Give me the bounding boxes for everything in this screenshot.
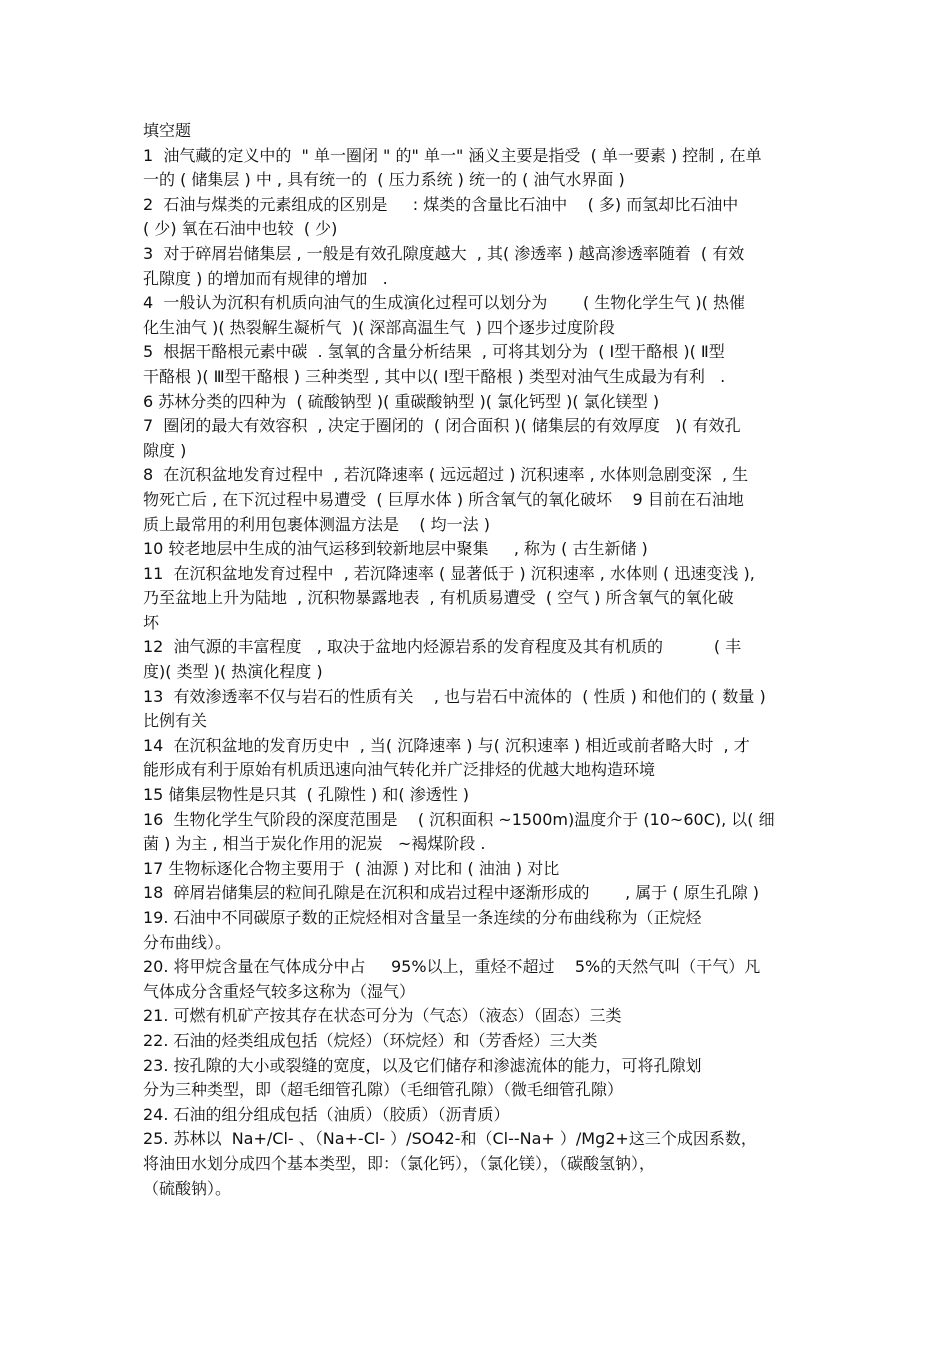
- text-line: 3 对于碎屑岩储集层 , 一般是有效孔隙度越大 , 其( 渗透率 ) 越高渗透率随着 ( 有效: [143, 243, 745, 263]
- text-line: 一的 ( 储集层 ) 中 , 具有统一的 ( 压力系统 ) 统一的 ( 油气水界面 ): [143, 170, 625, 190]
- text-line: 化生油气 )( 热裂解生凝析气 )( 深部高温生气 ) 四个逐步过度阶段: [143, 317, 615, 337]
- text-line: 坏: [143, 612, 160, 632]
- document-body: [143, 119, 823, 1201]
- text-line: 24. 石油的组分组成包括（油质）（胶质）（沥青质）: [143, 1104, 510, 1124]
- text-line: 物死亡后 , 在下沉过程中易遭受 ( 巨厚水体 ) 所含氧气的氧化破坏 9 目前在石油地: [143, 489, 744, 509]
- text-line: 8 在沉积盆地发育过程中 , 若沉降速率 ( 远远超过 ) 沉积速率 , 水体则急剧变深 , 生: [143, 465, 749, 485]
- text-line: 隙度 ): [143, 440, 187, 460]
- text-line: 19. 石油中不同碳原子数的正烷烃相对含量呈一条连续的分布曲线称为（正烷烃: [143, 908, 702, 927]
- text-line: 7 圈闭的最大有效容积 , 决定于圈闭的 ( 闭合面积 )( 储集层的有效厚度 )( 有效孔: [143, 416, 741, 436]
- page-title: 填空题: [143, 121, 192, 140]
- text-line: 17 生物标逐化合物主要用于 ( 油源 ) 对比和 ( 油油 ) 对比: [143, 858, 560, 878]
- text-line: 10 较老地层中生成的油气运移到较新地层中聚集 , 称为 ( 古生新储 ): [143, 539, 648, 559]
- text-line: 22. 石油的烃类组成包括（烷烃）（环烷烃）和（芳香烃）三大类: [143, 1030, 598, 1050]
- text-line: 20. 将甲烷含量在气体成分中占 95%以上，重烃不超过 5%的天然气叫（干气）凡: [143, 957, 761, 977]
- question-list: [143, 144, 823, 1202]
- text-line: 将油田水划分成四个基本类型，即：（氯化钙），（氯化镁），（碳酸氢钠），: [143, 1153, 656, 1173]
- text-line: 21. 可燃有机矿产按其存在状态可分为（气态）（液态）（固态）三类: [143, 1006, 622, 1026]
- text-line: 12 油气源的丰富程度 , 取决于盆地内烃源岩系的发育程度及其有机质的 ( 丰: [143, 637, 742, 657]
- text-line: 乃至盆地上升为陆地 , 沉积物暴露地表 , 有机质易遭受 ( 空气 ) 所含氧气的氧化破: [143, 588, 734, 608]
- text-line: 比例有关: [143, 711, 208, 731]
- text-line: 18 碎屑岩储集层的粒间孔隙是在沉积和成岩过程中逐渐形成的 , 属于 ( 原生孔隙 ): [143, 883, 760, 903]
- text-line: 5 根据干酪根元素中碳 . 氢氧的含量分析结果 , 可将其划分为 ( Ⅰ型干酪根 )( Ⅱ型: [143, 342, 725, 362]
- text-line: 11 在沉积盆地发育过程中 , 若沉降速率 ( 显著低于 ) 沉积速率 , 水体则 ( 迅速变浅 ),: [143, 563, 755, 583]
- text-line: 4 一般认为沉积有机质向油气的生成演化过程可以划分为 ( 生物化学生气 )( 热催: [143, 293, 745, 313]
- text-line: ( 少) 氧在石油中也较 ( 少): [143, 219, 338, 239]
- text-line: 气体成分含重烃气较多这称为（湿气）: [143, 981, 416, 1001]
- text-line: 孔隙度 ) 的增加而有规律的增加 .: [143, 268, 388, 288]
- text-line: 14 在沉积盆地的发育历史中 , 当( 沉降速率 ) 与( 沉积速率 ) 相近或前者略大时 , 才: [143, 735, 750, 755]
- text-line: 度)( 类型 )( 热演化程度 ): [143, 662, 323, 682]
- text-line: （硫酸钠）。: [143, 1178, 232, 1198]
- text-line: 分为三种类型，即（超毛细管孔隙）（毛细管孔隙）（微毛细管孔隙）: [143, 1080, 624, 1100]
- text-line: 质上最常用的利用包裹体测温方法是 ( 均一法 ): [143, 514, 491, 534]
- text-line: 13 有效渗透率不仅与岩石的性质有关 , 也与岩石中流体的 ( 性质 ) 和他们的 ( 数量 ): [143, 686, 766, 706]
- text-line: 6 苏林分类的四种为 ( 硫酸钠型 )( 重碳酸钠型 )( 氯化钙型 )( 氯化镁型 ): [143, 391, 660, 411]
- text-line: 干酪根 )( Ⅲ型干酪根 ) 三种类型 , 其中以( Ⅰ型干酪根 ) 类型对油气生成最为有利 .: [143, 366, 726, 386]
- text-line: 能形成有利于原始有机质迅速向油气转化并广泛排烃的优越大地构造环境: [143, 760, 656, 780]
- text-line: 分布曲线）。: [143, 932, 232, 952]
- text-line: 菌 ) 为主 , 相当于炭化作用的泥炭 ~褐煤阶段 .: [143, 834, 486, 854]
- text-line: 15 储集层物性是只其 ( 孔隙性 ) 和( 渗透性 ): [143, 785, 470, 805]
- text-line: 16 生物化学生气阶段的深度范围是 ( 沉积面积 ~1500m)温度介于 (10~60C), 以( 细: [143, 809, 775, 829]
- text-line: 23. 按孔隙的大小或裂缝的宽度，以及它们储存和渗滤流体的能力，可将孔隙划: [143, 1055, 702, 1075]
- text-line: 25. 苏林以 Na+/Cl- 、（Na+-Cl- ）/SO42-和（Cl--Na+ ）/Mg2+这三个成因系数，: [143, 1129, 757, 1149]
- text-line: 2 石油与煤类的元素组成的区别是 : 煤类的含量比石油中 ( 多) 而氢却比石油中: [143, 194, 739, 214]
- text-line: 1 油气藏的定义中的 " 单一圈闭 " 的" 单一" 涵义主要是指受 ( 单一要素 ) 控制 , 在单: [143, 145, 762, 165]
